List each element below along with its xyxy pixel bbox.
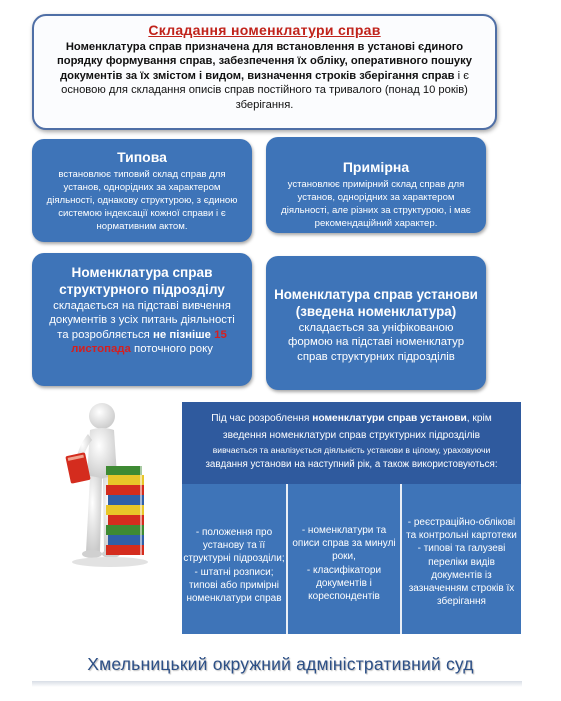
- source-item: - класифікатори документів і кореспондентів: [306, 564, 382, 603]
- source-item: - типові та галузеві переліки видів документів із зазначенням строків їх зберігання: [408, 543, 515, 608]
- card-prymirna-title: Примірна: [342, 159, 410, 175]
- card-structural-unit-title: Номенклатура справ структурного підрозділу: [59, 265, 225, 297]
- info-panel-line-2: вивчається та аналізується діяльність установи в цілому, ураховуючи: [212, 445, 491, 455]
- card-prymirna-text: установлює примірний склад справ для установ, однорідних за характером діяльності, але різних за структурою, і має рекомендаційний характер.: [281, 179, 471, 229]
- card-typova-title: Типова: [117, 149, 167, 165]
- card-structural-unit: [32, 253, 252, 386]
- info-panel-line-1-bold: номенклатури справ установи: [312, 413, 467, 424]
- info-panel-line-1-b: , крім зведення номенклатури справ структурних підрозділів: [222, 413, 492, 441]
- card-prymirna: [266, 137, 486, 233]
- info-panel-line-1: [194, 410, 509, 444]
- footer-divider: [32, 681, 522, 687]
- intro-text: [44, 40, 485, 112]
- card-structural-unit-text-a: складається на підставі вивчення документів з усіх питань діяльності та розробляється: [49, 300, 235, 341]
- source-item: типові або примірні номенклатури справ: [186, 579, 282, 605]
- card-structural-unit-text-c: поточного року: [130, 343, 213, 356]
- card-structural-unit-deadline-prefix: не пізніше: [153, 328, 215, 341]
- info-panel-line-1-a: Під час розроблення: [211, 413, 313, 424]
- source-column-2: [286, 484, 400, 634]
- info-panel-header: [182, 402, 521, 482]
- card-institution-title: Номенклатура справ установи (зведена номенклатура): [274, 287, 478, 319]
- page-title: Складання номенклатури справ: [148, 22, 381, 38]
- footer-court-name: Хмельницький окружний адміністративний суд: [87, 654, 474, 674]
- source-column-1: [182, 484, 286, 634]
- source-item: - положення про установу та її структурні підрозділи;: [183, 527, 285, 565]
- card-institution-text: складається за уніфікованою формою на підставі номенклатур справ структурних підрозділів: [287, 322, 465, 363]
- intro-text-bold: Номенклатура справ призначена для встановлення в установі єдиного порядку формування справ, забезпечення їх обліку, оперативного пошуку документів за їх змістом і видом, визначення строків зберігання справ: [57, 41, 472, 82]
- intro-text-rest: і є основою для складання описів справ постійного та тривалого (понад 10 років) зберігання.: [61, 69, 469, 111]
- deadline-date: 15 листопада: [71, 328, 227, 356]
- source-item: - реєстраційно-облікові та контрольні картотеки: [406, 517, 517, 542]
- card-structural-unit-text: [32, 299, 252, 357]
- header-box: [32, 14, 497, 130]
- info-panel-line-3: завдання установи на наступний рік, а також використовуються:: [205, 459, 498, 470]
- source-item: - штатні розписи;: [194, 566, 274, 578]
- card-typova: [32, 139, 252, 242]
- card-typova-text: встановлює типовий склад справ для установ, однорідних за характером діяльності, однакову структурою, з єдиною системою індексації кожної справи і є нормативним актом.: [46, 169, 238, 232]
- source-column-3: [400, 484, 521, 634]
- source-item: - номенклатури та описи справ за минулі роки,: [292, 525, 396, 563]
- card-institution: [266, 256, 486, 390]
- person-with-books-icon: [62, 402, 150, 570]
